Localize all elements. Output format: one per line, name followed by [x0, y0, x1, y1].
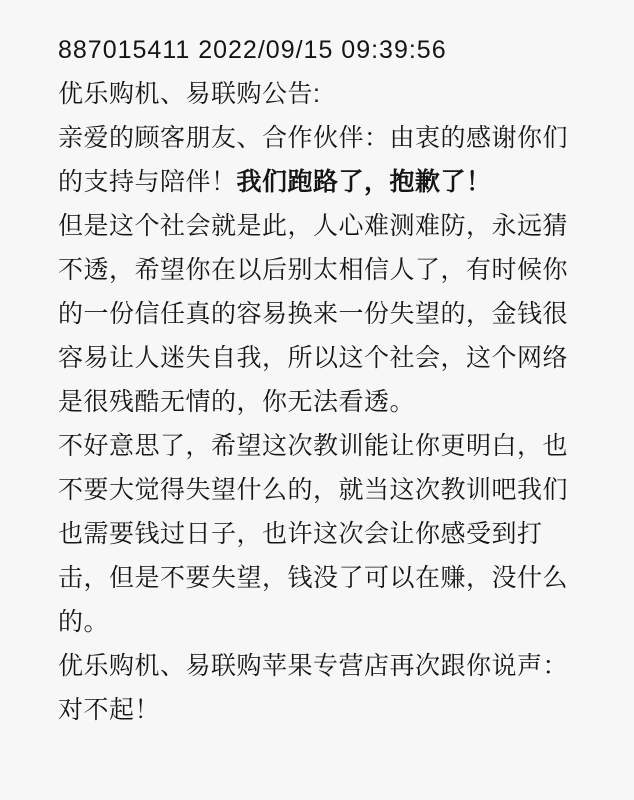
announcement-paragraph-4: 优乐购机、易联购苹果专营店再次跟你说声：对不起！	[58, 652, 569, 724]
paragraph-1-text: 亲爱的顾客朋友、合作伙伴：由衷的感谢你们的支持与陪伴！	[58, 124, 569, 196]
announcement-title: 优乐购机、易联购公告:	[58, 80, 321, 108]
message-meta-line: 887015411 2022/09/15 09:39:56	[58, 36, 447, 64]
paragraph-1-emphasis: 我们跑路了，抱歉了！	[236, 168, 492, 196]
announcement-paragraph-1	[58, 116, 576, 204]
announcement-paragraph-2: 但是这个社会就是此，人心难测难防，永远猜不透，希望你在以后别太相信人了，有时候你的一份信任真的容易换来一份失望的，金钱很容易让人迷失自我，所以这个社会，这个网络是很残酷无情的，你无法看透。	[58, 212, 569, 416]
announcement-paragraph-3: 不好意思了，希望这次教训能让你更明白，也不要大觉得失望什么的，就当这次教训吧我们也需要钱过日子，也许这次会让你感受到打击，但是不要失望，钱没了可以在赚，没什么的。	[58, 432, 569, 636]
